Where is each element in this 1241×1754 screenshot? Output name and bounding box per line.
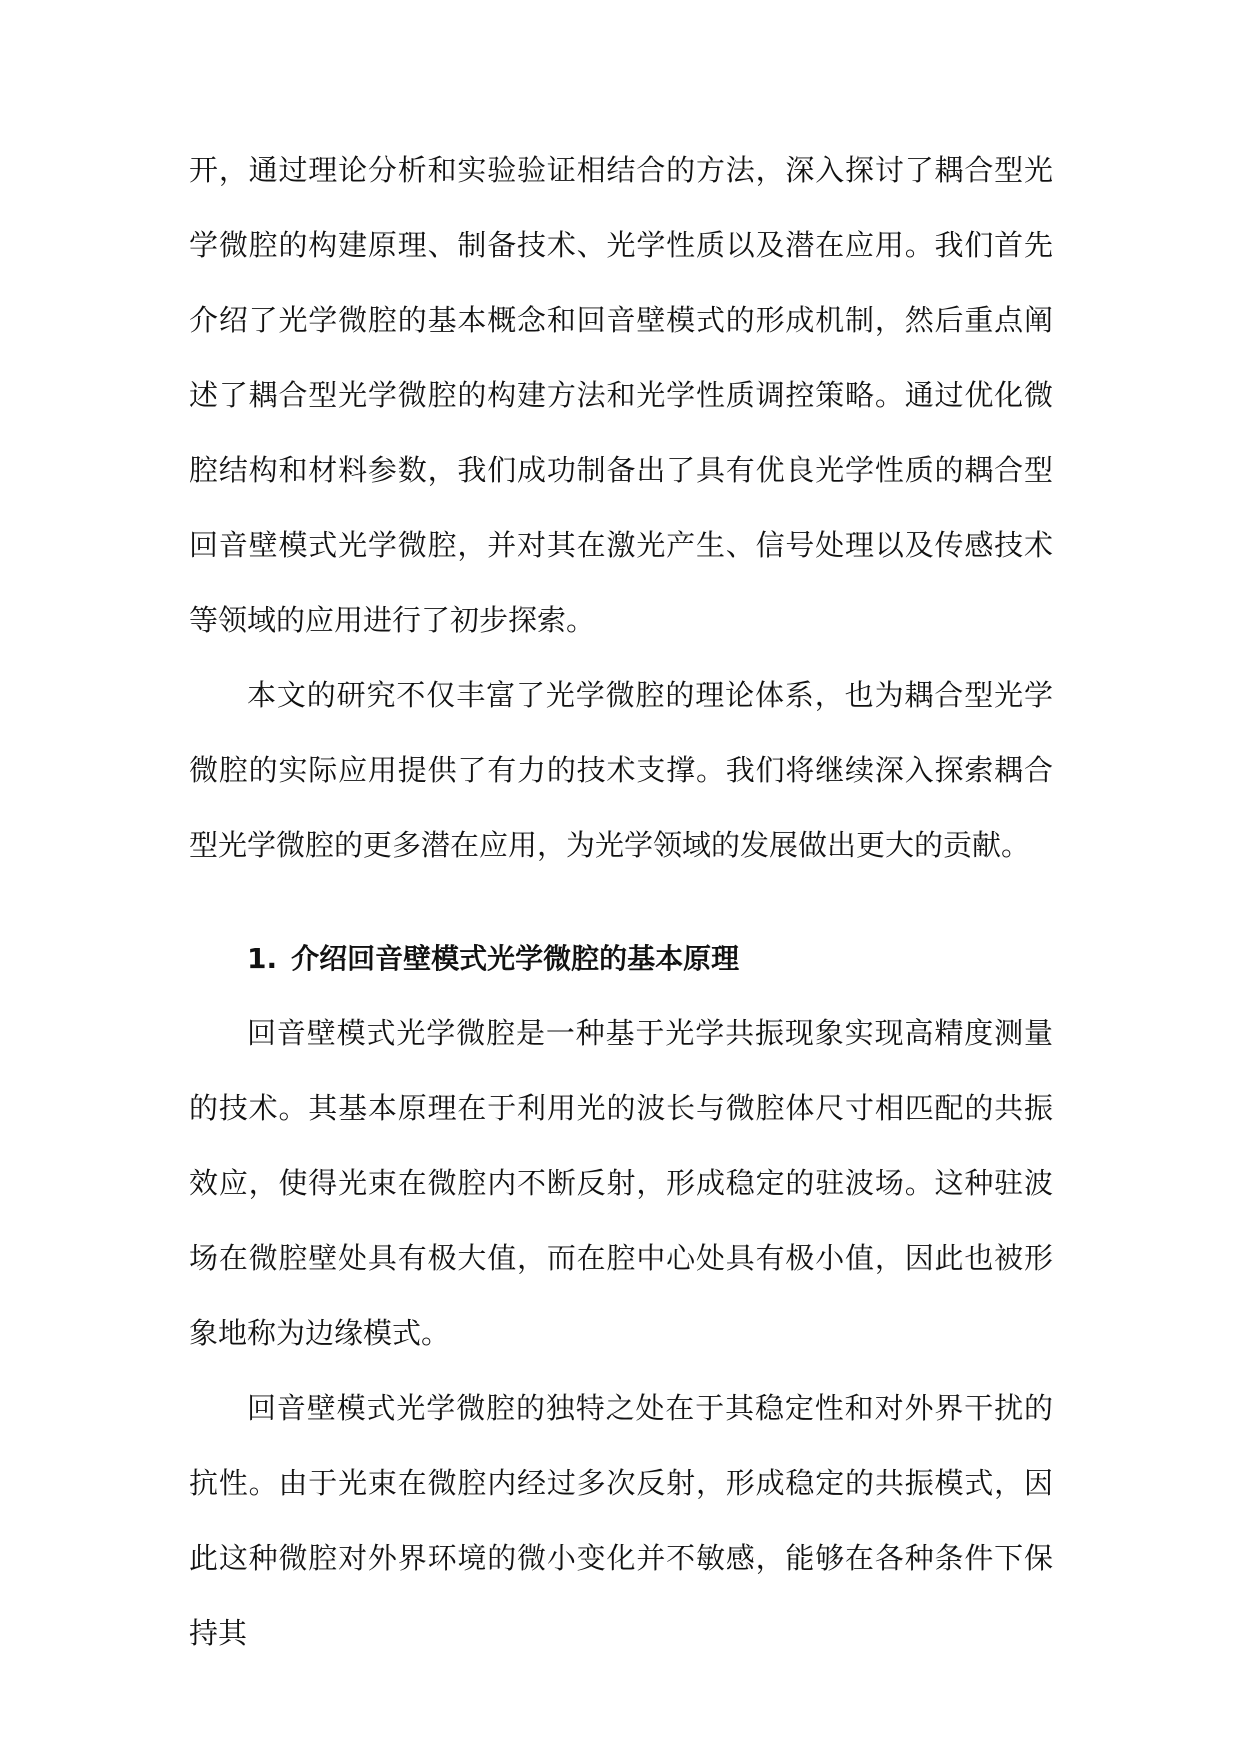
section-number: 1.	[247, 942, 278, 975]
section-heading	[189, 921, 1053, 996]
body-paragraph: 回音壁模式光学微腔是一种基于光学共振现象实现高精度测量的技术。其基本原理在于利用光的波长与微腔体尺寸相匹配的共振效应，使得光束在微腔内不断反射，形成稳定的驻波场。这种驻波场在微腔壁处具有极大值，而在腔中心处具有极小值，因此也被形象地称为边缘模式。	[189, 1016, 1053, 1350]
body-paragraph: 回音壁模式光学微腔的独特之处在于其稳定性和对外界干扰的抗性。由于光束在微腔内经过多次反射，形成稳定的共振模式，因此这种微腔对外界环境的微小变化并不敏感，能够在各种条件下保持其	[189, 1391, 1053, 1650]
body-paragraph: 本文的研究不仅丰富了光学微腔的理论体系，也为耦合型光学微腔的实际应用提供了有力的技术支撑。我们将继续深入探索耦合型光学微腔的更多潜在应用，为光学领域的发展做出更大的贡献。	[189, 678, 1053, 862]
document-body	[189, 133, 1053, 1671]
section-title: 介绍回音壁模式光学微腔的基本原理	[291, 942, 740, 975]
body-paragraph-continued: 开，通过理论分析和实验验证相结合的方法，深入探讨了耦合型光学微腔的构建原理、制备技术、光学性质以及潜在应用。我们首先介绍了光学微腔的基本概念和回音壁模式的形成机制，然后重点阐述了耦合型光学微腔的构建方法和光学性质调控策略。通过优化微腔结构和材料参数，我们成功制备出了具有优良光学性质的耦合型回音壁模式光学微腔，并对其在激光产生、信号处理以及传感技术等领域的应用进行了初步探索。	[189, 153, 1053, 637]
